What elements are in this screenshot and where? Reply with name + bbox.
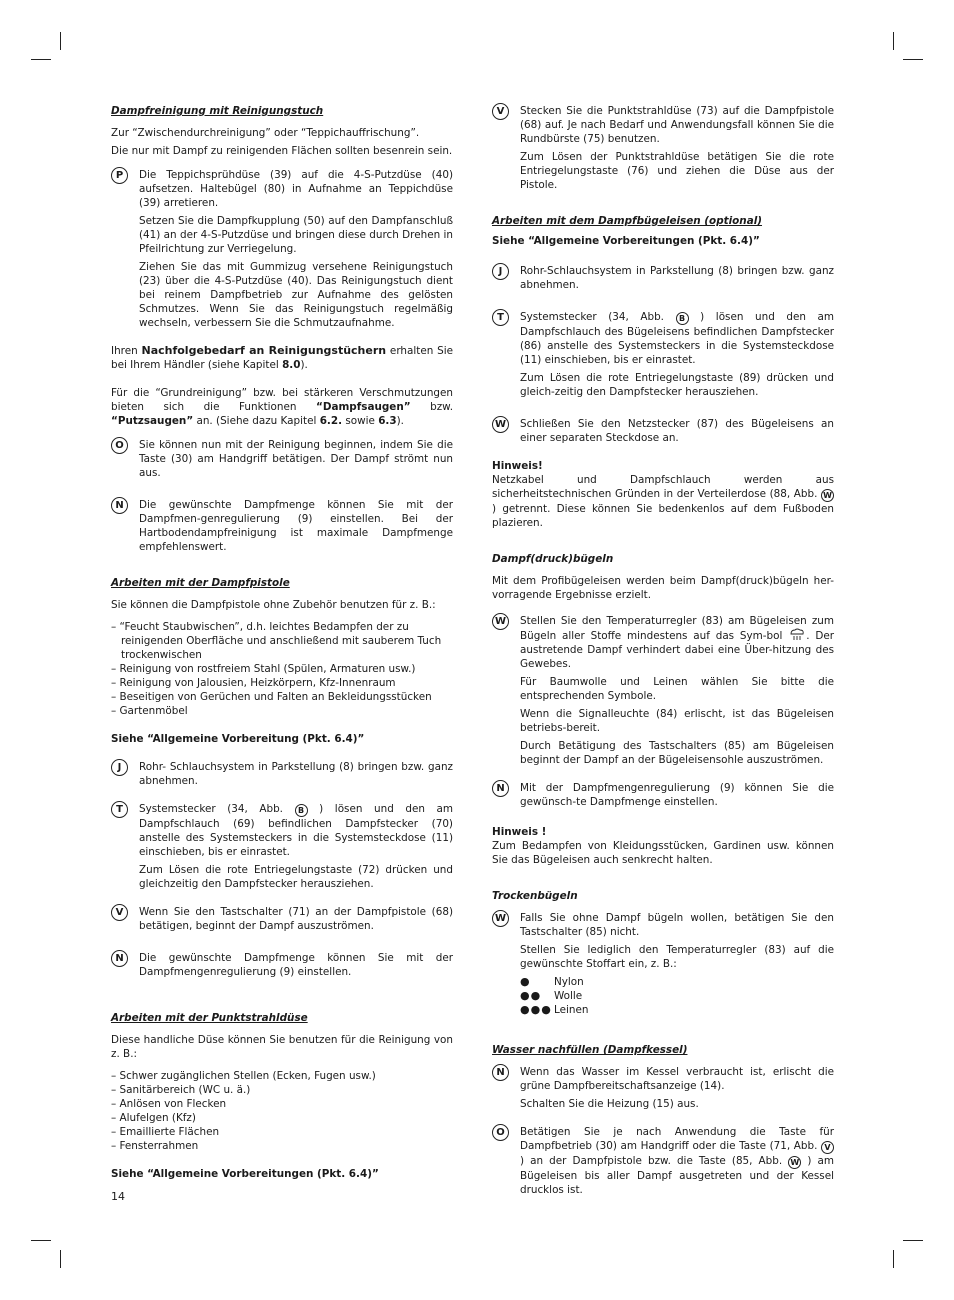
step-n [111, 498, 453, 554]
step-w [492, 911, 834, 1017]
list-item: – Alufelgen (Kfz) [111, 1112, 196, 1124]
step-text: Die Teppichsprühdüse (39) auf die 4-S-Putzdüse (40) aufsetzen. Haltebügel (80) in Aufnahme an Teppichdüse (39) arretieren. [139, 169, 453, 209]
step-text: Schließen Sie den Netzstecker (87) des Bügeleisens an einer separaten Steckdose an. [520, 418, 834, 444]
step-badge: N [492, 1064, 509, 1081]
step-badge: O [492, 1124, 509, 1141]
step-text: Wenn das Wasser im Kessel verbraucht ist, erlischt die grüne Dampfbereitschaftsanzeige (14). [520, 1066, 834, 1092]
step-p [111, 168, 453, 330]
step-o [492, 1125, 834, 1197]
crop-mark [31, 1240, 51, 1241]
figure-ref-badge: W [788, 1156, 801, 1169]
fabric-name: Nylon [554, 976, 584, 988]
text-run-bold: “Putzsaugen” [111, 415, 194, 427]
intro-text: Mit dem Profibügeleisen werden beim Dampf(druck)bügeln her-vorragende Ergebnisse erzielt. [492, 575, 834, 601]
step-t [111, 802, 453, 891]
section-title-trockenbuegeln: Trockenbügeln [492, 890, 578, 902]
crop-mark [60, 32, 61, 50]
step-v [492, 104, 834, 192]
step-text: Die gewünschte Dampfmenge können Sie mit der Dampfmen-genregulierung (9) einstellen. Bei der Hartbodendampfreinigung ist maximale Dampfmenge empfehlenswert. [139, 499, 453, 553]
fabric-row [520, 989, 834, 1003]
hint-text [492, 473, 834, 530]
intro-text: Zur “Zwischendurchreinigung” oder “Teppichauffrischung”. [111, 127, 420, 139]
text-run: bzw. [410, 401, 454, 413]
text-run: Ihren [111, 345, 142, 357]
step-badge: N [492, 780, 509, 797]
step-v [111, 905, 453, 933]
step-text: Mit der Dampfmengenregulierung (9) können Sie die gewünsch-te Dampfmenge einstellen. [520, 782, 834, 808]
step-text: Wenn die Signalleuchte (84) erlischt, ist das Bügeleisen betriebs-bereit. [520, 708, 834, 734]
left-column [111, 104, 453, 1181]
see-reference: Siehe “Allgemeine Vorbereitungen (Pkt. 6.4)” [111, 1168, 379, 1180]
step-badge: V [492, 103, 509, 120]
text-run: sowie [342, 415, 379, 427]
text-run-bold: 6.2. [319, 415, 343, 427]
text-run: ) getrennt. Diese können Sie bedenkenlos auf dem Fußboden plazieren. [492, 503, 834, 529]
text-run: . Der austretende Dampf verhindert dabei eine Über-hitzung des Gewebes. [520, 630, 834, 670]
intro-text: Diese handliche Düse können Sie benutzen für die Reinigung von z. B.: [111, 1034, 453, 1060]
fabric-name: Leinen [554, 1004, 589, 1016]
section-title-reinigungstuch: Dampfreinigung mit Reinigungstuch [111, 105, 324, 117]
steam-symbol-icon [788, 628, 806, 641]
hint-title: Hinweis ! [492, 826, 547, 838]
step-badge: T [492, 309, 509, 326]
text-run: ) an der Dampfpistole bzw. die Taste (85, Abb. [520, 1155, 789, 1167]
text-run: ) lösen und den am Dampfschlauch des Bügeleisens befindlichen Dampfstecker (86) anstelle des Systemsteckers in die Systemsteckdose (11) einschieben, bis er einrastet. [520, 311, 835, 366]
step-w [492, 614, 834, 767]
basic-cleaning-note [111, 386, 453, 428]
step-badge: W [492, 613, 509, 630]
step-text [520, 310, 834, 367]
crop-mark [903, 1240, 923, 1241]
list-item: – Schwer zugänglichen Stellen (Ecken, Fugen usw.) [111, 1070, 376, 1082]
list-item: – Reinigung von rostfreiem Stahl (Spülen, Armaturen usw.) [111, 663, 416, 675]
text-run: Netzkabel und Dampfschlauch werden aus sicherheitstechnischen Gründen in der Verteilerdose (88, Abb. [492, 474, 834, 500]
text-run: an. (Siehe dazu Kapitel [193, 415, 320, 427]
step-badge: J [111, 759, 128, 776]
hint-title: Hinweis! [492, 460, 543, 472]
step-text: Ziehen Sie das mit Gummizug versehene Reinigungstuch (23) über die 4-S-Putzdüse (40). Das Reinigungstuch dient bei reinem Dampfbetrieb zur Aufnahme des gelösten Schmutzes. Wenn Sie das Reinigungstuch regelmäßig wechseln, verbessern Sie die Schmutzaufnahme. [139, 261, 453, 329]
see-reference: Siehe “Allgemeine Vorbereitung (Pkt. 6.4)” [111, 733, 365, 745]
step-text: Sie können nun mit der Reinigung beginnen, indem Sie die Taste (30) am Handgriff betätigen. Der Dampf strömt nun aus. [139, 439, 453, 479]
step-text: Stecken Sie die Punktstrahldüse (73) auf die Dampfpistole (68) auf. Je nach Bedarf und Anwendungsfall können Sie die Rundbürste (75) benutzen. [520, 105, 834, 145]
list-item: – Fensterrahmen [111, 1140, 199, 1152]
text-run-bold: 6.3 [378, 415, 397, 427]
figure-ref-badge: B [676, 312, 689, 325]
figure-ref-badge: B [295, 804, 308, 817]
step-text: Falls Sie ohne Dampf bügeln wollen, betätigen Sie den Tastschalter (85) nicht. [520, 912, 834, 938]
section-title-dampfbuegeleisen: Arbeiten mit dem Dampfbügeleisen (optional) [492, 215, 763, 227]
section-title-dampfbuegeln: Dampf(druck)bügeln [492, 553, 614, 565]
use-list [111, 1069, 453, 1153]
figure-ref-badge: V [821, 1141, 834, 1154]
text-run-bold: Nachfolgebedarf an Reinigungstüchern [141, 344, 387, 357]
step-n [111, 951, 453, 979]
crop-mark [60, 1250, 61, 1268]
text-run-bold: “Dampfsaugen” [316, 401, 411, 413]
step-w [492, 417, 834, 445]
list-item: – Sanitärbereich (WC u. ä.) [111, 1084, 251, 1096]
crop-mark [903, 59, 923, 60]
step-text: Rohr- Schlauchsystem in Parkstellung (8) bringen bzw. ganz abnehmen. [139, 761, 453, 787]
text-run: Stellen Sie den Temperaturregler (83) am Bügeleisen zum Bügeln aller Stoffe mindestens auf das Sym-bol [520, 615, 834, 642]
temperature-dots-icon: ● [520, 975, 531, 988]
step-text [520, 614, 834, 671]
step-badge: V [111, 904, 128, 921]
list-item: – Emaillierte Flächen [111, 1126, 220, 1138]
step-n [492, 781, 834, 809]
step-o [111, 438, 453, 480]
step-text: Wenn Sie den Tastschalter (71) an der Dampfpistole (68) betätigen, beginnt der Dampf auszuströmen. [139, 906, 453, 932]
list-item: – Anlösen von Flecken [111, 1098, 227, 1110]
step-badge: P [111, 167, 128, 184]
step-badge: O [111, 437, 128, 454]
text-run: ). [300, 359, 308, 371]
text-run: erhalten Sie bei Ihrem Händler (siehe Kapitel [111, 345, 453, 371]
step-j [111, 760, 453, 788]
step-badge: N [111, 950, 128, 967]
step-text: Zum Lösen der Punktstrahldüse betätigen Sie die rote Entriegelungstaste (76) und ziehen die Düse aus der Pistole. [520, 151, 834, 191]
list-item: – Gartenmöbel [111, 705, 188, 717]
step-badge: W [492, 416, 509, 433]
section-title-dampfpistole: Arbeiten mit der Dampfpistole [111, 577, 290, 589]
text-run: Für die “Grundreinigung” bzw. bei stärkeren Verschmutzungen bieten sich die Funktionen [111, 387, 453, 413]
crop-mark [893, 32, 894, 50]
text-run: ). [396, 415, 404, 427]
list-item: – Reinigung von Jalousien, Heizkörpern, Kfz-Innenraum [111, 677, 396, 689]
text-run: Betätigen Sie je nach Anwendung die Taste für Dampfbetrieb (30) am Handgriff oder die Taste (71, Abb. [520, 1126, 834, 1152]
step-text [520, 1125, 834, 1197]
text-run: Systemstecker (34, Abb. [520, 311, 676, 323]
crop-mark [893, 1250, 894, 1268]
step-text: Schalten Sie die Heizung (15) aus. [520, 1098, 699, 1110]
fabric-list [520, 975, 834, 1017]
list-item: – Beseitigen von Gerüchen und Falten an Bekleidungsstücken [111, 691, 432, 703]
step-j [492, 264, 834, 292]
step-badge: J [492, 263, 509, 280]
step-text: Die gewünschte Dampfmenge können Sie mit der Dampfmengenregulierung (9) einstellen. [139, 952, 453, 978]
temperature-dots-icon: ●● [520, 989, 542, 1002]
crop-mark [31, 59, 51, 60]
step-t [492, 310, 834, 399]
intro-text: Die nur mit Dampf zu reinigenden Flächen sollten besenrein sein. [111, 145, 453, 157]
step-text: Für Baumwolle und Leinen wählen Sie bitte die entsprechenden Symbole. [520, 676, 834, 702]
fabric-row [520, 975, 834, 989]
refill-note [111, 344, 453, 372]
section-title-wasser-nachfuellen: Wasser nachfüllen (Dampfkessel) [492, 1044, 688, 1056]
step-text [139, 802, 453, 859]
intro-text: Sie können die Dampfpistole ohne Zubehör benutzen für z. B.: [111, 599, 436, 611]
step-badge: T [111, 801, 128, 818]
fabric-name: Wolle [554, 990, 583, 1002]
step-text: Zum Lösen die rote Entriegelungstaste (89) drücken und gleich-zeitig den Dampfstecker herausziehen. [520, 372, 834, 398]
page-number: 14 [111, 1190, 125, 1203]
fabric-row [520, 1003, 834, 1017]
step-text: Stellen Sie lediglich den Temperaturregler (83) auf die gewünschte Stoffart ein, z. B.: [520, 944, 834, 970]
text-run: ) am Bügeleisen bis aller Dampf ausgetreten und der Kessel drucklos ist. [520, 1155, 834, 1196]
hint-text: Zum Bedampfen von Kleidungsstücken, Gardinen usw. können Sie das Bügeleisen auch senkrecht halten. [492, 840, 834, 866]
step-badge: N [111, 497, 128, 514]
section-title-punktstrahlduese: Arbeiten mit der Punktstrahldüse [111, 1012, 308, 1024]
figure-ref-badge: W [821, 489, 834, 502]
see-reference: Siehe “Allgemeine Vorbereitungen (Pkt. 6.4)” [492, 235, 760, 247]
step-n [492, 1065, 834, 1111]
text-run: ) lösen und den am Dampfschlauch (69) befindlichen Dampfstecker (70) anstelle des Systemsteckers in die Systemsteckdose (11) einschieben, bis er einrastet. [139, 803, 454, 858]
text-run: Systemstecker (34, Abb. [139, 803, 295, 815]
list-item: – “Feucht Staubwischen”, d.h. leichtes Bedampfen der zu reinigenden Oberfläche und anschließend mit sauberem Tuch trockenwischen [111, 621, 442, 661]
step-badge: W [492, 910, 509, 927]
step-text: Durch Betätigung des Tastschalters (85) am Bügeleisen beginnt der Dampf an der Bügeleisensohle auszuströmen. [520, 740, 834, 766]
step-text: Setzen Sie die Dampfkupplung (50) auf den Dampfanschluß (41) an der 4-S-Putzdüse und bringen diese durch Drehen in Pfeilrichtung zur Verriegelung. [139, 215, 453, 255]
right-column [492, 104, 834, 1197]
use-list [111, 620, 453, 718]
temperature-dots-icon: ●●● [520, 1003, 552, 1016]
step-text: Rohr-Schlauchsystem in Parkstellung (8) bringen bzw. ganz abnehmen. [520, 265, 834, 291]
text-run-bold: 8.0 [282, 359, 301, 371]
step-text: Zum Lösen die rote Entriegelungstaste (72) drücken und gleichzeitig den Dampfstecker herausziehen. [139, 864, 453, 890]
